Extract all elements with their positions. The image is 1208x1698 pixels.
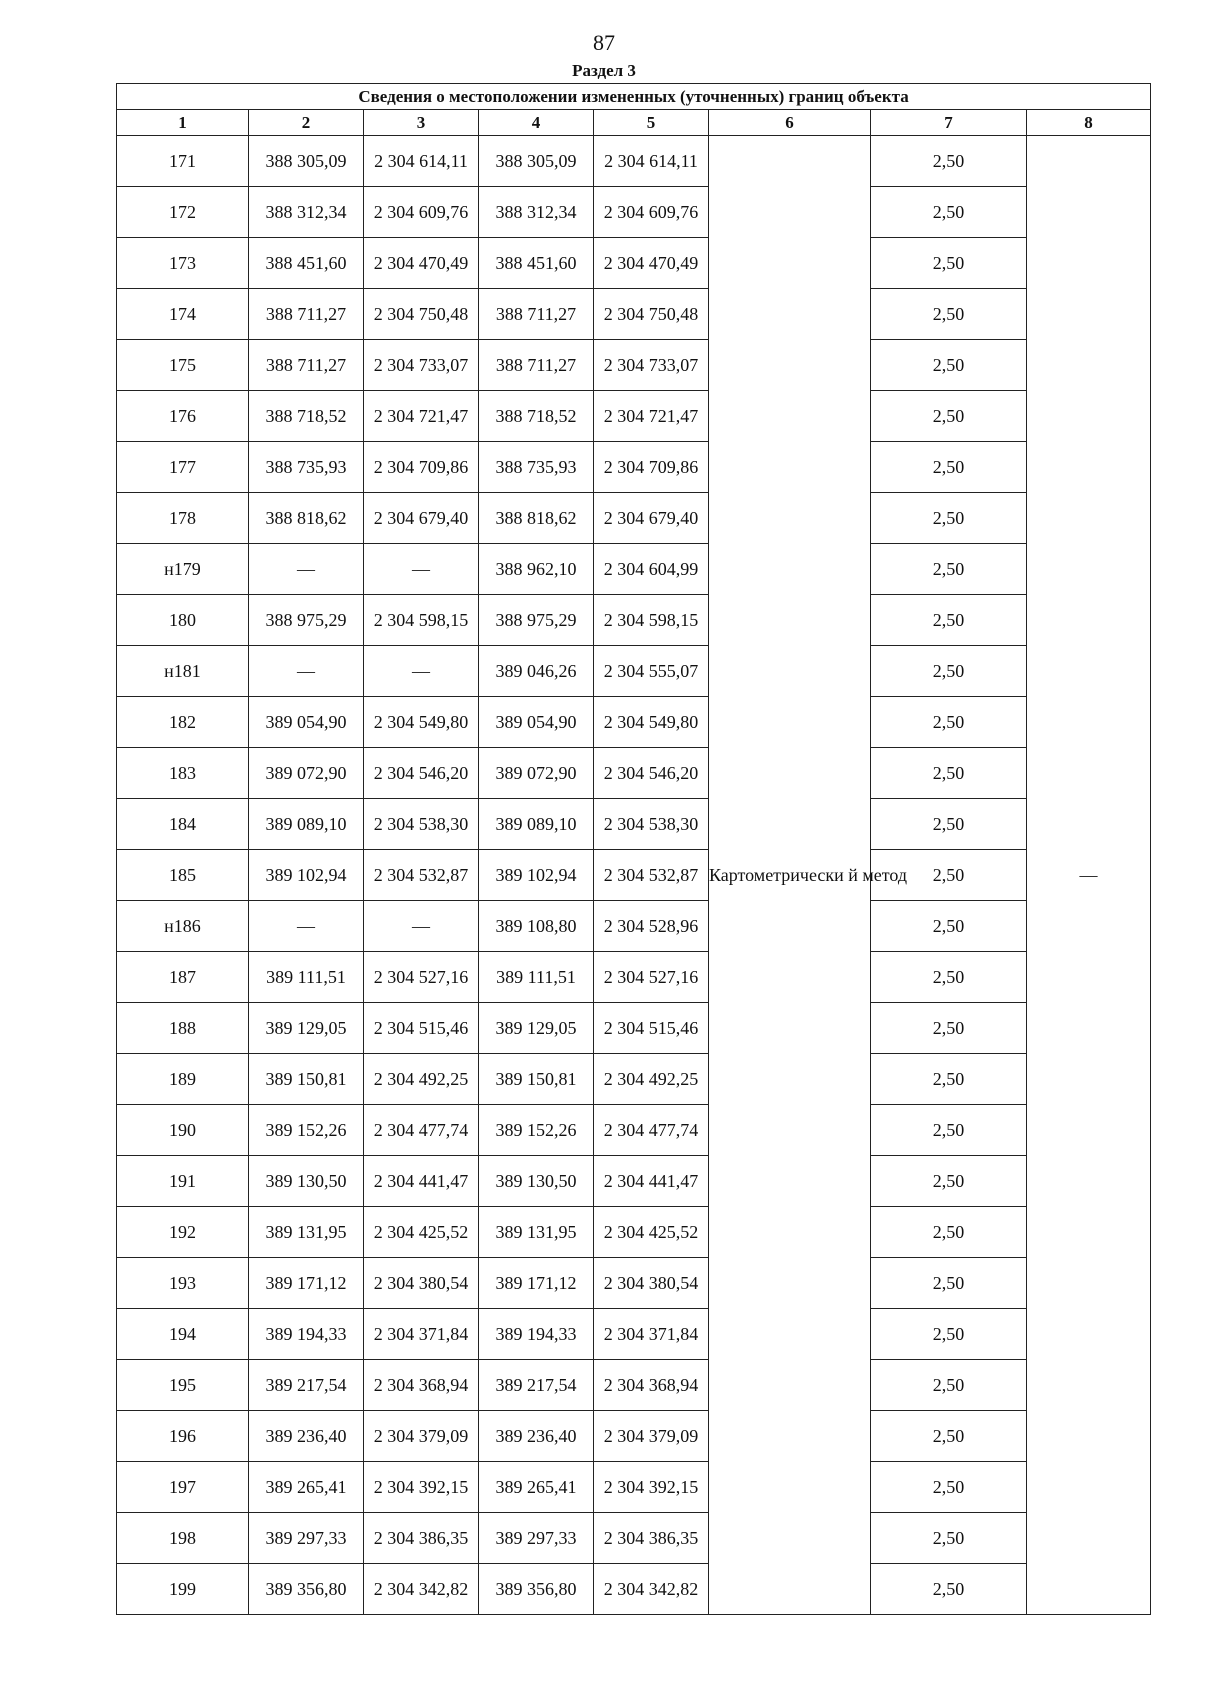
table-row: [117, 1309, 1151, 1360]
y-old-cell: 2 304 546,20: [364, 748, 479, 799]
accuracy-cell: 2,50: [871, 1360, 1027, 1411]
y-old-cell: 2 304 477,74: [364, 1105, 479, 1156]
table-row: [117, 952, 1151, 1003]
table-row: [117, 1207, 1151, 1258]
table-row: [117, 1156, 1151, 1207]
y-old-cell: 2 304 733,07: [364, 340, 479, 391]
accuracy-cell: 2,50: [871, 1207, 1027, 1258]
y-old-cell: —: [364, 646, 479, 697]
accuracy-cell: 2,50: [871, 1258, 1027, 1309]
table-row: [117, 595, 1151, 646]
y-old-cell: 2 304 527,16: [364, 952, 479, 1003]
table-row: [117, 646, 1151, 697]
point-number-cell: 177: [117, 442, 249, 493]
point-number-cell: 185: [117, 850, 249, 901]
section-title: Раздел 3: [572, 61, 636, 80]
accuracy-cell: 2,50: [871, 1156, 1027, 1207]
point-number-cell: 173: [117, 238, 249, 289]
point-number-cell: 199: [117, 1564, 249, 1615]
y-new-cell: 2 304 470,49: [594, 238, 709, 289]
x-new-cell: 389 089,10: [479, 799, 594, 850]
y-new-cell: 2 304 528,96: [594, 901, 709, 952]
x-new-cell: 388 312,34: [479, 187, 594, 238]
x-new-cell: 389 111,51: [479, 952, 594, 1003]
method-cell: Картометрически й метод: [709, 136, 871, 1615]
y-new-cell: 2 304 609,76: [594, 187, 709, 238]
accuracy-cell: 2,50: [871, 1003, 1027, 1054]
table-row: [117, 1054, 1151, 1105]
point-number-cell: 189: [117, 1054, 249, 1105]
y-old-cell: 2 304 342,82: [364, 1564, 479, 1615]
x-old-cell: 388 312,34: [249, 187, 364, 238]
table-row: [117, 391, 1151, 442]
accuracy-cell: 2,50: [871, 340, 1027, 391]
x-new-cell: 388 305,09: [479, 136, 594, 187]
x-new-cell: 388 711,27: [479, 289, 594, 340]
x-old-cell: 388 975,29: [249, 595, 364, 646]
x-old-cell: 389 111,51: [249, 952, 364, 1003]
x-old-cell: —: [249, 646, 364, 697]
point-number-cell: 194: [117, 1309, 249, 1360]
x-new-cell: 389 236,40: [479, 1411, 594, 1462]
point-number-cell: 197: [117, 1462, 249, 1513]
table-row: [117, 1462, 1151, 1513]
table-row: [117, 238, 1151, 289]
table-row: [117, 901, 1151, 952]
table-row: [117, 1564, 1151, 1615]
table-row: [117, 799, 1151, 850]
accuracy-cell: 2,50: [871, 1411, 1027, 1462]
y-new-cell: 2 304 598,15: [594, 595, 709, 646]
y-new-cell: 2 304 679,40: [594, 493, 709, 544]
x-new-cell: 388 818,62: [479, 493, 594, 544]
table-row: [117, 442, 1151, 493]
point-number-cell: 180: [117, 595, 249, 646]
x-old-cell: 388 735,93: [249, 442, 364, 493]
x-new-cell: 389 194,33: [479, 1309, 594, 1360]
x-old-cell: 389 131,95: [249, 1207, 364, 1258]
y-old-cell: —: [364, 901, 479, 952]
y-old-cell: 2 304 598,15: [364, 595, 479, 646]
table-row: [117, 1360, 1151, 1411]
accuracy-cell: 2,50: [871, 136, 1027, 187]
y-old-cell: 2 304 538,30: [364, 799, 479, 850]
column-number-header: 4: [479, 110, 594, 136]
table-row: [117, 340, 1151, 391]
point-number-cell: 172: [117, 187, 249, 238]
accuracy-cell: 2,50: [871, 289, 1027, 340]
x-old-cell: 389 072,90: [249, 748, 364, 799]
x-old-cell: 388 818,62: [249, 493, 364, 544]
point-number-cell: 198: [117, 1513, 249, 1564]
point-number-cell: 193: [117, 1258, 249, 1309]
x-new-cell: 389 130,50: [479, 1156, 594, 1207]
y-new-cell: 2 304 750,48: [594, 289, 709, 340]
y-old-cell: 2 304 679,40: [364, 493, 479, 544]
point-number-cell: 195: [117, 1360, 249, 1411]
table-row: [117, 1258, 1151, 1309]
point-number-cell: 178: [117, 493, 249, 544]
table-body: [117, 136, 1151, 1615]
accuracy-cell: 2,50: [871, 1105, 1027, 1156]
x-old-cell: 389 150,81: [249, 1054, 364, 1105]
accuracy-cell: 2,50: [871, 442, 1027, 493]
y-new-cell: 2 304 425,52: [594, 1207, 709, 1258]
y-new-cell: 2 304 614,11: [594, 136, 709, 187]
column-number-header: 3: [364, 110, 479, 136]
y-old-cell: 2 304 614,11: [364, 136, 479, 187]
column-number-header: 5: [594, 110, 709, 136]
point-number-cell: 192: [117, 1207, 249, 1258]
column-number-header: 2: [249, 110, 364, 136]
table-row: [117, 1411, 1151, 1462]
x-new-cell: 389 297,33: [479, 1513, 594, 1564]
x-old-cell: 388 451,60: [249, 238, 364, 289]
accuracy-cell: 2,50: [871, 1513, 1027, 1564]
accuracy-cell: 2,50: [871, 493, 1027, 544]
y-new-cell: 2 304 733,07: [594, 340, 709, 391]
table-row: [117, 1003, 1151, 1054]
table-row: [117, 187, 1151, 238]
accuracy-cell: 2,50: [871, 850, 1027, 901]
x-old-cell: 388 711,27: [249, 289, 364, 340]
table-row: [117, 136, 1151, 187]
accuracy-cell: 2,50: [871, 1054, 1027, 1105]
y-new-cell: 2 304 604,99: [594, 544, 709, 595]
y-new-cell: 2 304 527,16: [594, 952, 709, 1003]
table-row: [117, 697, 1151, 748]
x-old-cell: 389 356,80: [249, 1564, 364, 1615]
x-new-cell: 389 046,26: [479, 646, 594, 697]
accuracy-cell: 2,50: [871, 187, 1027, 238]
y-old-cell: 2 304 609,76: [364, 187, 479, 238]
y-new-cell: 2 304 555,07: [594, 646, 709, 697]
y-new-cell: 2 304 532,87: [594, 850, 709, 901]
y-new-cell: 2 304 368,94: [594, 1360, 709, 1411]
y-old-cell: 2 304 441,47: [364, 1156, 479, 1207]
point-number-cell: 190: [117, 1105, 249, 1156]
x-old-cell: 389 217,54: [249, 1360, 364, 1411]
y-old-cell: 2 304 371,84: [364, 1309, 479, 1360]
y-old-cell: 2 304 721,47: [364, 391, 479, 442]
y-old-cell: 2 304 380,54: [364, 1258, 479, 1309]
x-new-cell: 389 072,90: [479, 748, 594, 799]
table-row: [117, 493, 1151, 544]
x-old-cell: 388 718,52: [249, 391, 364, 442]
y-old-cell: 2 304 549,80: [364, 697, 479, 748]
y-new-cell: 2 304 477,74: [594, 1105, 709, 1156]
page-number: 87: [593, 30, 615, 55]
y-old-cell: 2 304 532,87: [364, 850, 479, 901]
point-number-cell: 184: [117, 799, 249, 850]
x-new-cell: 389 356,80: [479, 1564, 594, 1615]
accuracy-cell: 2,50: [871, 238, 1027, 289]
point-number-cell: 176: [117, 391, 249, 442]
y-new-cell: 2 304 380,54: [594, 1258, 709, 1309]
x-new-cell: 388 718,52: [479, 391, 594, 442]
y-old-cell: 2 304 379,09: [364, 1411, 479, 1462]
y-new-cell: 2 304 371,84: [594, 1309, 709, 1360]
y-old-cell: 2 304 425,52: [364, 1207, 479, 1258]
y-new-cell: 2 304 379,09: [594, 1411, 709, 1462]
y-new-cell: 2 304 709,86: [594, 442, 709, 493]
x-new-cell: 389 102,94: [479, 850, 594, 901]
y-new-cell: 2 304 342,82: [594, 1564, 709, 1615]
accuracy-cell: 2,50: [871, 799, 1027, 850]
x-old-cell: 389 054,90: [249, 697, 364, 748]
x-new-cell: 388 451,60: [479, 238, 594, 289]
x-old-cell: 389 265,41: [249, 1462, 364, 1513]
x-old-cell: 389 129,05: [249, 1003, 364, 1054]
table-row: [117, 289, 1151, 340]
y-new-cell: 2 304 492,25: [594, 1054, 709, 1105]
y-new-cell: 2 304 721,47: [594, 391, 709, 442]
point-number-cell: н186: [117, 901, 249, 952]
y-new-cell: 2 304 549,80: [594, 697, 709, 748]
x-new-cell: 389 150,81: [479, 1054, 594, 1105]
accuracy-cell: 2,50: [871, 748, 1027, 799]
table-row: [117, 850, 1151, 901]
point-number-cell: 196: [117, 1411, 249, 1462]
column-number-header: 6: [709, 110, 871, 136]
y-new-cell: 2 304 515,46: [594, 1003, 709, 1054]
point-number-cell: 171: [117, 136, 249, 187]
y-old-cell: 2 304 386,35: [364, 1513, 479, 1564]
y-old-cell: 2 304 368,94: [364, 1360, 479, 1411]
column-number-header: 1: [117, 110, 249, 136]
y-old-cell: 2 304 470,49: [364, 238, 479, 289]
x-old-cell: —: [249, 901, 364, 952]
x-old-cell: 388 305,09: [249, 136, 364, 187]
y-old-cell: 2 304 709,86: [364, 442, 479, 493]
x-new-cell: 389 217,54: [479, 1360, 594, 1411]
x-old-cell: 388 711,27: [249, 340, 364, 391]
x-new-cell: 389 129,05: [479, 1003, 594, 1054]
x-old-cell: 389 236,40: [249, 1411, 364, 1462]
x-old-cell: 389 102,94: [249, 850, 364, 901]
y-new-cell: 2 304 538,30: [594, 799, 709, 850]
column8-cell: —: [1027, 136, 1151, 1615]
accuracy-cell: 2,50: [871, 391, 1027, 442]
accuracy-cell: 2,50: [871, 646, 1027, 697]
x-new-cell: 389 054,90: [479, 697, 594, 748]
table-row: [117, 544, 1151, 595]
accuracy-cell: 2,50: [871, 1564, 1027, 1615]
point-number-cell: н179: [117, 544, 249, 595]
y-new-cell: 2 304 441,47: [594, 1156, 709, 1207]
x-old-cell: —: [249, 544, 364, 595]
x-new-cell: 388 962,10: [479, 544, 594, 595]
x-new-cell: 388 975,29: [479, 595, 594, 646]
point-number-cell: 174: [117, 289, 249, 340]
x-new-cell: 389 152,26: [479, 1105, 594, 1156]
accuracy-cell: 2,50: [871, 952, 1027, 1003]
point-number-cell: 182: [117, 697, 249, 748]
x-old-cell: 389 152,26: [249, 1105, 364, 1156]
point-number-cell: 191: [117, 1156, 249, 1207]
column-number-header: 7: [871, 110, 1027, 136]
accuracy-cell: 2,50: [871, 697, 1027, 748]
accuracy-cell: 2,50: [871, 595, 1027, 646]
y-old-cell: —: [364, 544, 479, 595]
point-number-cell: 188: [117, 1003, 249, 1054]
accuracy-cell: 2,50: [871, 901, 1027, 952]
point-number-cell: 175: [117, 340, 249, 391]
table-row: [117, 1513, 1151, 1564]
y-new-cell: 2 304 386,35: [594, 1513, 709, 1564]
table-row: [117, 748, 1151, 799]
x-old-cell: 389 297,33: [249, 1513, 364, 1564]
x-old-cell: 389 089,10: [249, 799, 364, 850]
accuracy-cell: 2,50: [871, 544, 1027, 595]
x-new-cell: 388 711,27: [479, 340, 594, 391]
x-new-cell: 389 171,12: [479, 1258, 594, 1309]
table-caption: Сведения о местоположении измененных (уточненных) границ объекта: [117, 84, 1151, 110]
y-new-cell: 2 304 546,20: [594, 748, 709, 799]
x-old-cell: 389 171,12: [249, 1258, 364, 1309]
accuracy-cell: 2,50: [871, 1462, 1027, 1513]
x-new-cell: 389 108,80: [479, 901, 594, 952]
y-old-cell: 2 304 492,25: [364, 1054, 479, 1105]
x-old-cell: 389 130,50: [249, 1156, 364, 1207]
coordinates-table: [116, 83, 1151, 1615]
y-new-cell: 2 304 392,15: [594, 1462, 709, 1513]
x-new-cell: 389 265,41: [479, 1462, 594, 1513]
point-number-cell: н181: [117, 646, 249, 697]
y-old-cell: 2 304 392,15: [364, 1462, 479, 1513]
point-number-cell: 187: [117, 952, 249, 1003]
x-old-cell: 389 194,33: [249, 1309, 364, 1360]
y-old-cell: 2 304 750,48: [364, 289, 479, 340]
column-number-header: 8: [1027, 110, 1151, 136]
table-row: [117, 1105, 1151, 1156]
x-new-cell: 388 735,93: [479, 442, 594, 493]
x-new-cell: 389 131,95: [479, 1207, 594, 1258]
y-old-cell: 2 304 515,46: [364, 1003, 479, 1054]
accuracy-cell: 2,50: [871, 1309, 1027, 1360]
point-number-cell: 183: [117, 748, 249, 799]
